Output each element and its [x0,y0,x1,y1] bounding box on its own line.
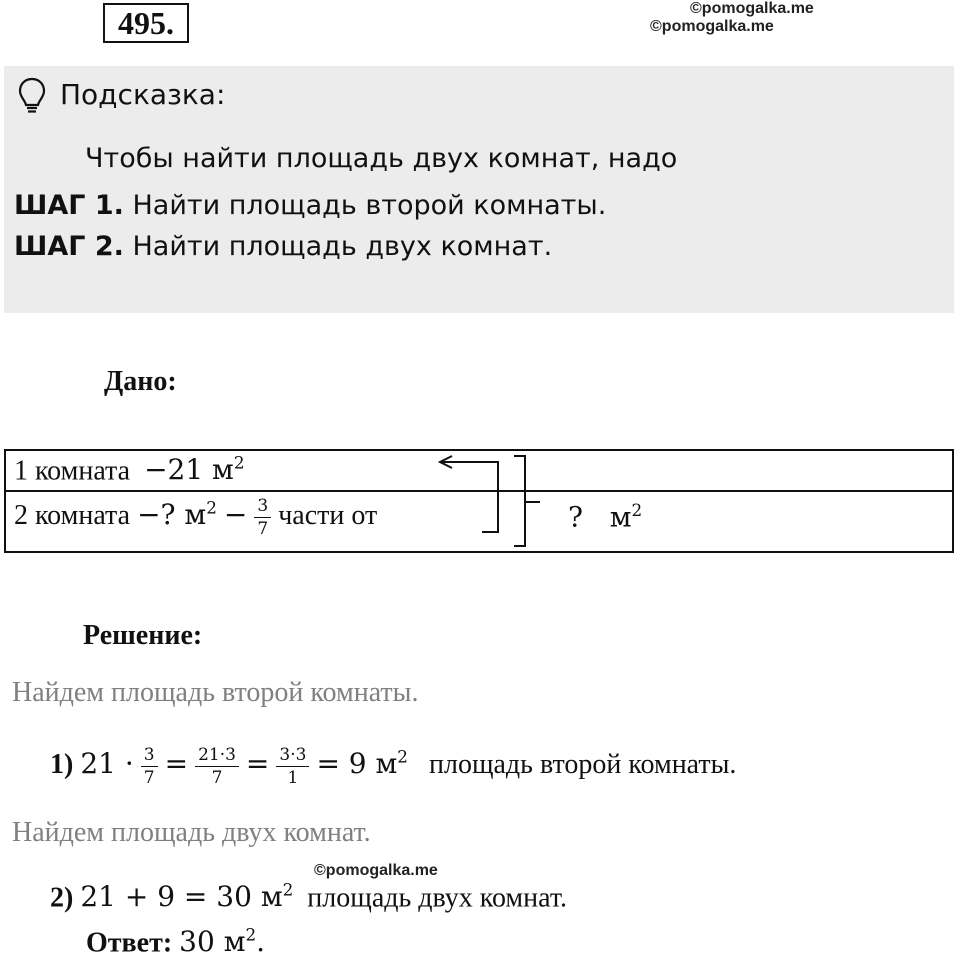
answer-number: 30 м [179,925,246,959]
exponent: 2 [282,880,294,900]
solution-title: Решение: [83,620,203,651]
step-number: 2) [50,882,74,914]
denominator: 7 [257,519,269,539]
given-row-1 [14,453,245,487]
watermark: ©pomogalka.me [650,18,774,35]
room-2-label: 2 комната [14,499,131,531]
total-question: ? [568,500,584,534]
step-comment: площадь двух комнат. [307,882,567,914]
expression [80,880,293,913]
hint-intro: Чтобы найти площадь двух комнат, надо [85,143,678,174]
step-label: ШАГ 1. [14,190,124,221]
lightbulb-icon [17,76,47,121]
exponent: 2 [233,453,245,473]
parts-of-label: части от [278,499,378,531]
fraction [276,746,309,787]
room-1-label: 1 комната [14,455,131,487]
total-unit: м [609,500,632,534]
dash: − [223,497,248,531]
exponent: 2 [245,925,257,945]
answer-value [179,925,265,958]
room-1-area [144,453,244,486]
equals-sign: = [164,746,189,780]
reference-arrow [430,452,550,552]
step-comment: площадь второй комнаты. [428,748,737,780]
expression-value: 21 + 9 = 30 м [80,880,283,914]
denominator: 7 [143,768,155,788]
hint-step-1 [14,190,606,221]
answer-label: Ответ: [86,927,173,959]
step-number: 1) [50,748,74,780]
total-area [568,500,642,533]
hint-title: Подсказка: [60,78,226,111]
numerator: 3 [141,746,158,767]
room-2-area [137,498,217,531]
numerator: 21·3 [195,746,239,767]
area-value: −? м [137,497,207,531]
denominator: 1 [287,768,299,788]
step-1-description: Найдем площадь второй комнаты. [12,677,419,708]
fraction [195,746,239,787]
problem-number: 495. [103,3,189,43]
numerator: 3·3 [276,746,309,767]
operand: 21 · [80,746,134,780]
watermark: ©pomogalka.me [690,0,814,17]
result-value: = 9 м [316,746,398,780]
step-1-equation [50,746,736,787]
step-2-equation [50,880,567,914]
step-text: Найти площадь второй комнаты. [132,190,607,221]
given-title: Дано: [104,366,177,397]
equals-sign: = [245,746,270,780]
result [316,747,408,780]
fraction [141,746,158,787]
step-text: Найти площадь двух комнат. [132,231,553,262]
exponent: 2 [206,497,217,518]
exponent: 2 [631,500,643,520]
answer-period: . [256,925,266,959]
exponent: 2 [397,746,408,767]
fraction-three-sevenths [254,497,271,538]
numerator: 3 [254,497,271,518]
given-row-2 [14,497,377,538]
answer [86,925,265,959]
step-2-description: Найдем площадь двух комнат. [12,817,371,848]
area-value: −21 м [144,453,234,487]
denominator: 7 [211,768,223,788]
step-label: ШАГ 2. [14,231,124,262]
watermark: ©pomogalka.me [314,862,438,879]
hint-step-2 [14,231,552,262]
